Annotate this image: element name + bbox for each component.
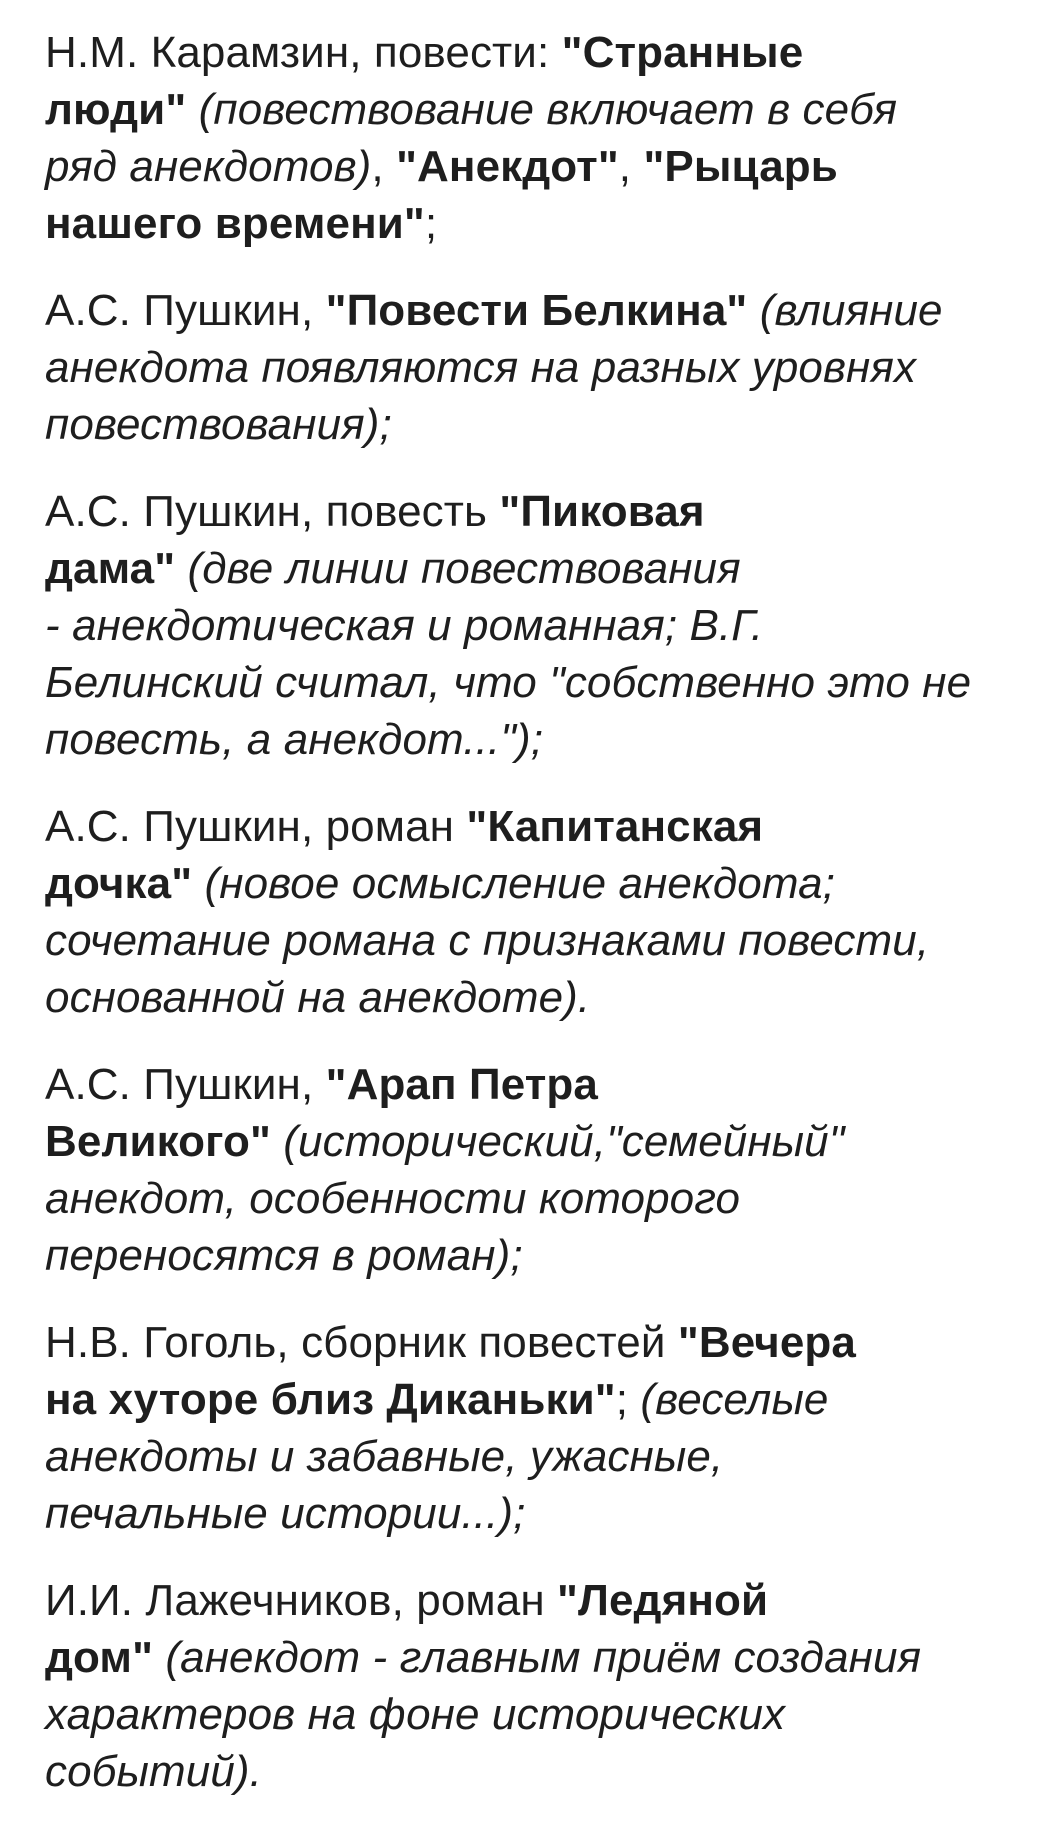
commentary-note: (новое осмысление анекдота;: [204, 859, 835, 908]
text-line: [45, 798, 1035, 855]
author-text: А.С. Пушкин,: [45, 286, 326, 335]
work-title: "Рыцарь: [643, 142, 838, 191]
text-line: [45, 1629, 1035, 1686]
text-line: [45, 483, 1035, 540]
text-line: [45, 1572, 1035, 1629]
work-title: "Анекдот": [396, 142, 619, 191]
commentary-note: (повествование включает в себя: [198, 85, 898, 134]
bibliography-entry: [45, 483, 1035, 768]
text-line: [45, 969, 1035, 1026]
text-line: [45, 1170, 1035, 1227]
author-text: ,: [371, 142, 397, 191]
work-title: люди": [45, 85, 187, 134]
text-line: [45, 282, 1035, 339]
work-title: дама": [45, 544, 176, 593]
author-text: [747, 286, 759, 335]
commentary-note: (две линии повествования: [187, 544, 741, 593]
work-title: "Повести Белкина": [325, 286, 748, 335]
author-text: [175, 544, 187, 593]
author-text: ,: [618, 142, 644, 191]
text-line: [45, 1686, 1035, 1743]
commentary-note: характеров на фоне исторических: [45, 1690, 786, 1739]
text-line: [45, 540, 1035, 597]
text-line: [45, 396, 1035, 453]
work-title: "Ледяной: [557, 1576, 769, 1625]
author-text: А.С. Пушкин, повесть: [45, 487, 500, 536]
text-line: [45, 81, 1035, 138]
commentary-note: (веселые: [640, 1375, 829, 1424]
work-title: "Капитанская: [466, 802, 764, 851]
commentary-note: (влияние: [759, 286, 943, 335]
author-text: Н.М. Карамзин, повести:: [45, 28, 562, 77]
text-line: [45, 1314, 1035, 1371]
commentary-note: Белинский считал, что "собственно это не: [45, 658, 972, 707]
work-title: нашего времени": [45, 199, 425, 248]
text-line: [45, 1056, 1035, 1113]
work-title: на хуторе близ Диканьки": [45, 1375, 616, 1424]
text-line: [45, 711, 1035, 768]
work-title: дом": [45, 1633, 154, 1682]
commentary-note: основанной на анекдоте).: [45, 973, 591, 1022]
author-text: [186, 85, 198, 134]
text-line: [45, 1743, 1035, 1800]
author-text: ;: [615, 1375, 641, 1424]
commentary-note: (анекдот - главным приём создания: [165, 1633, 922, 1682]
text-line: [45, 195, 1035, 252]
work-title: дочка": [45, 859, 193, 908]
text-line: [45, 339, 1035, 396]
commentary-note: повесть, а анекдот...");: [45, 715, 544, 764]
bibliography-entry: [45, 1314, 1035, 1542]
bibliography-entry: [45, 1056, 1035, 1284]
bibliography-entry: [45, 798, 1035, 1026]
author-text: Н.В. Гоголь, сборник повестей: [45, 1318, 678, 1367]
text-line: [45, 855, 1035, 912]
work-title: "Вечера: [677, 1318, 856, 1367]
author-text: ;: [424, 199, 438, 248]
text-line: [45, 654, 1035, 711]
text-line: [45, 24, 1035, 81]
commentary-note: - анекдотическая и романная; В.Г.: [45, 601, 764, 650]
author-text: А.С. Пушкин,: [45, 1060, 326, 1109]
work-title: Великого": [45, 1117, 271, 1166]
text-line: [45, 1113, 1035, 1170]
bibliography-entry: [45, 1572, 1035, 1800]
commentary-note: переносятся в роман);: [45, 1231, 523, 1280]
commentary-note: анекдота появляются на разных уровнях: [45, 343, 917, 392]
commentary-note: событий).: [45, 1747, 262, 1796]
text-line: [45, 1428, 1035, 1485]
text-line: [45, 1485, 1035, 1542]
commentary-note: анекдот, особенности которого: [45, 1174, 741, 1223]
text-line: [45, 138, 1035, 195]
author-text: И.И. Лажечников, роман: [45, 1576, 558, 1625]
commentary-note: печальные истории...);: [45, 1489, 526, 1538]
text-line: [45, 1227, 1035, 1284]
commentary-note: повествования);: [45, 400, 392, 449]
author-text: [271, 1117, 283, 1166]
text-line: [45, 912, 1035, 969]
author-text: А.С. Пушкин, роман: [45, 802, 467, 851]
document-body: [45, 24, 1035, 1830]
bibliography-entry: [45, 282, 1035, 453]
work-title: "Странные: [561, 28, 804, 77]
commentary-note: анекдоты и забавные, ужасные,: [45, 1432, 724, 1481]
text-line: [45, 597, 1035, 654]
author-text: [192, 859, 204, 908]
commentary-note: ряд анекдотов): [45, 142, 372, 191]
commentary-note: (исторический,"семейный": [283, 1117, 845, 1166]
author-text: [153, 1633, 165, 1682]
work-title: "Арап Петра: [325, 1060, 598, 1109]
work-title: "Пиковая: [499, 487, 705, 536]
commentary-note: сочетание романа с признаками повести,: [45, 916, 930, 965]
text-line: [45, 1371, 1035, 1428]
bibliography-entry: [45, 24, 1035, 252]
